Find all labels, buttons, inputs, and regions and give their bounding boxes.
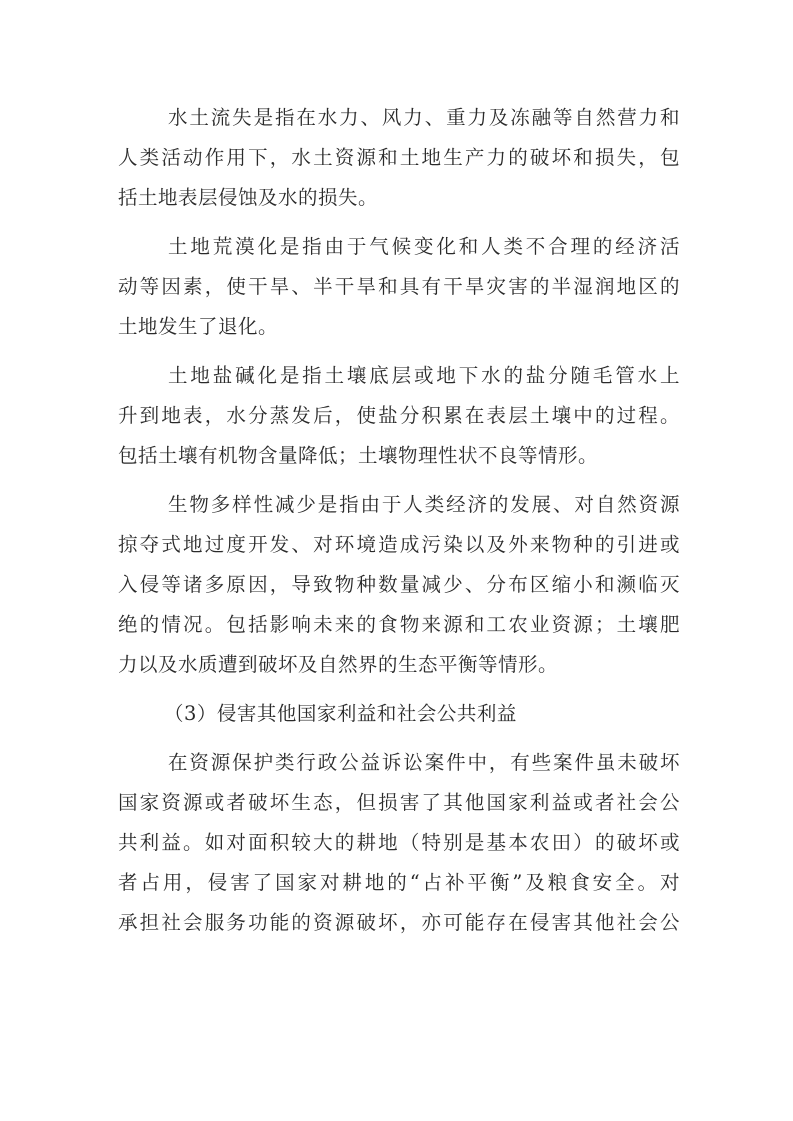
- text-line: 水土流失是指在水力、风力、重力及冻融等自然营力和: [168, 106, 680, 129]
- paragraph-salinization: [118, 356, 680, 476]
- text-line: 共利益。如对面积较大的耕地（特别是基本农田）的破坏或: [118, 831, 680, 854]
- text-line: 国家资源或者破坏生态，但损害了其他国家利益或者社会公: [118, 791, 680, 814]
- paragraph-biodiversity: [118, 485, 680, 685]
- paragraph-desertification: [118, 227, 680, 347]
- document-page: [118, 98, 680, 952]
- text-line: 掠夺式地过度开发、对环境造成污染以及外来物种的引进或: [118, 533, 680, 556]
- text-line: 括土地表层侵蚀及水的损失。: [118, 186, 379, 209]
- text-line: 动等因素，使干旱、半干旱和具有干旱灾害的半湿润地区的: [118, 275, 680, 298]
- text-line: 力以及水质遭到破坏及自然界的生态平衡等情形。: [118, 653, 559, 676]
- section-heading: （3）侵害其他国家利益和社会公共利益: [164, 702, 517, 725]
- paragraph-public-interest: [118, 743, 680, 943]
- text-line: 承担社会服务功能的资源破坏，亦可能存在侵害其他社会公: [118, 911, 680, 934]
- text-line: 土地发生了退化。: [118, 315, 279, 338]
- text-line: 包括土壤有机物含量降低；土壤物理性状不良等情形。: [118, 444, 599, 467]
- text-line: 在资源保护类行政公益诉讼案件中，有些案件虽未破坏: [168, 751, 680, 774]
- text-line: 人类活动作用下，水土资源和土地生产力的破坏和损失，包: [118, 146, 680, 169]
- text-line: 生物多样性减少是指由于人类经济的发展、对自然资源: [168, 493, 680, 516]
- text-line: 升到地表，水分蒸发后，使盐分积累在表层土壤中的过程。: [118, 404, 680, 427]
- text-line: 土地盐碱化是指土壤底层或地下水的盐分随毛管水上: [168, 364, 680, 387]
- text-line: 绝的情况。包括影响未来的食物来源和工农业资源；土壤肥: [118, 613, 680, 636]
- text-line: 入侵等诸多原因，导致物种数量减少、分布区缩小和濒临灭: [118, 573, 680, 596]
- section-heading-wrapper: [118, 694, 680, 734]
- paragraph-soil-erosion: [118, 98, 680, 218]
- text-line: 土地荒漠化是指由于气候变化和人类不合理的经济活: [168, 235, 680, 258]
- text-line: 者占用，侵害了国家对耕地的“占补平衡”及粮食安全。对: [118, 871, 680, 894]
